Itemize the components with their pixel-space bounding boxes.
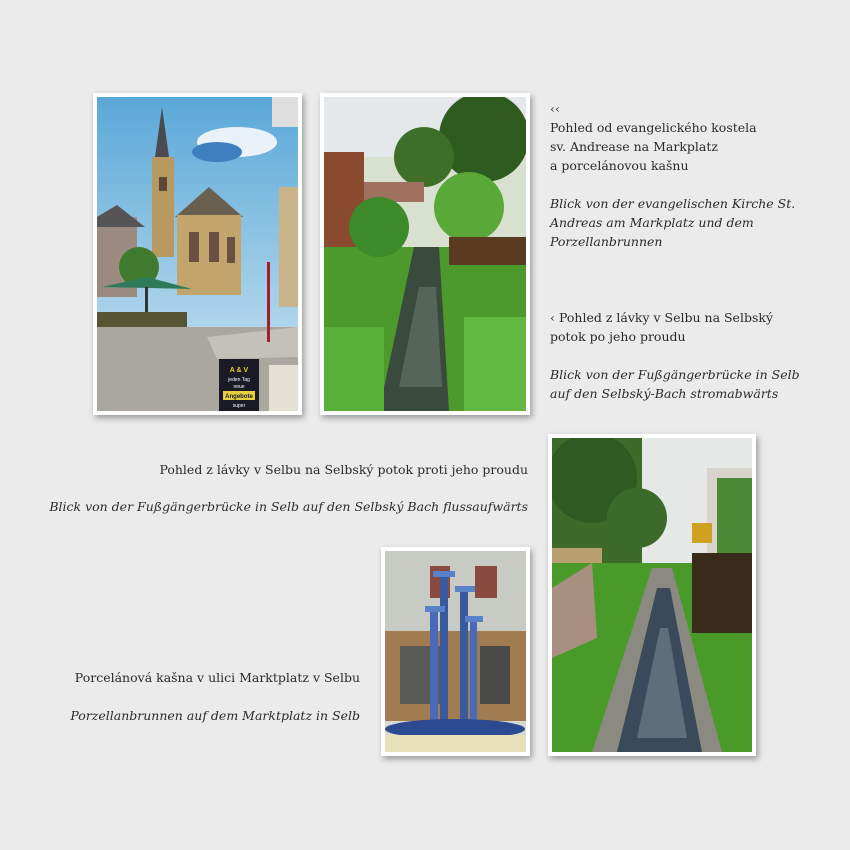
photo-creek-downstream xyxy=(320,93,530,415)
downstream-caption-cz-line1: ‹ Pohled z lávky v Selbu na Selbský xyxy=(550,310,774,325)
church-caption-arrow: ‹‹ xyxy=(550,101,560,116)
downstream-caption-de-line1: Blick von der Fußgängerbrücke in Selb xyxy=(550,367,800,382)
church-caption-cz-line1: Pohled od evangelického kostela xyxy=(550,120,757,135)
upstream-caption-cz: Pohled z lávky v Selbu na Selbský potok proti jeho proudu xyxy=(159,462,528,477)
creek-upstream-image xyxy=(552,438,752,752)
fountain-image xyxy=(385,551,526,752)
upstream-caption-de: Blick von der Fußgängerbrücke in Selb auf den Selbský Bach flussaufwärts xyxy=(49,499,528,514)
sign-line3: neue xyxy=(233,384,245,390)
sign-line4: Angebote xyxy=(225,394,253,400)
sign-line2: jeden Tag xyxy=(228,377,250,383)
church-image xyxy=(97,97,298,411)
church-caption-cz-line3: a porcelánovou kašnu xyxy=(550,158,689,173)
fountain-caption-cz: Porcelánová kašna v ulici Marktplatz v Selbu xyxy=(74,670,360,685)
church-caption-de-line3: Porzellanbrunnen xyxy=(550,234,663,249)
church-caption-de-line2: Andreas am Markplatz und dem xyxy=(550,215,754,230)
photo-porcelain-fountain xyxy=(381,547,530,756)
church-caption-cz-line2: sv. Andrease na Markplatz xyxy=(550,139,718,154)
photo-creek-upstream xyxy=(548,434,756,756)
downstream-caption-cz-line2: potok po jeho proudu xyxy=(550,329,686,344)
sign-line5: super xyxy=(232,403,246,409)
creek-downstream-image xyxy=(324,97,526,411)
photo-church-marktplatz xyxy=(93,93,302,415)
sign-line1: A & V xyxy=(229,367,249,374)
church-caption-de-line1: Blick von der evangelischen Kirche St. xyxy=(550,196,796,211)
downstream-caption-de-line2: auf den Selbský-Bach stromabwärts xyxy=(550,386,779,401)
fountain-caption-de: Porzellanbrunnen auf dem Marktplatz in Selb xyxy=(70,708,360,723)
